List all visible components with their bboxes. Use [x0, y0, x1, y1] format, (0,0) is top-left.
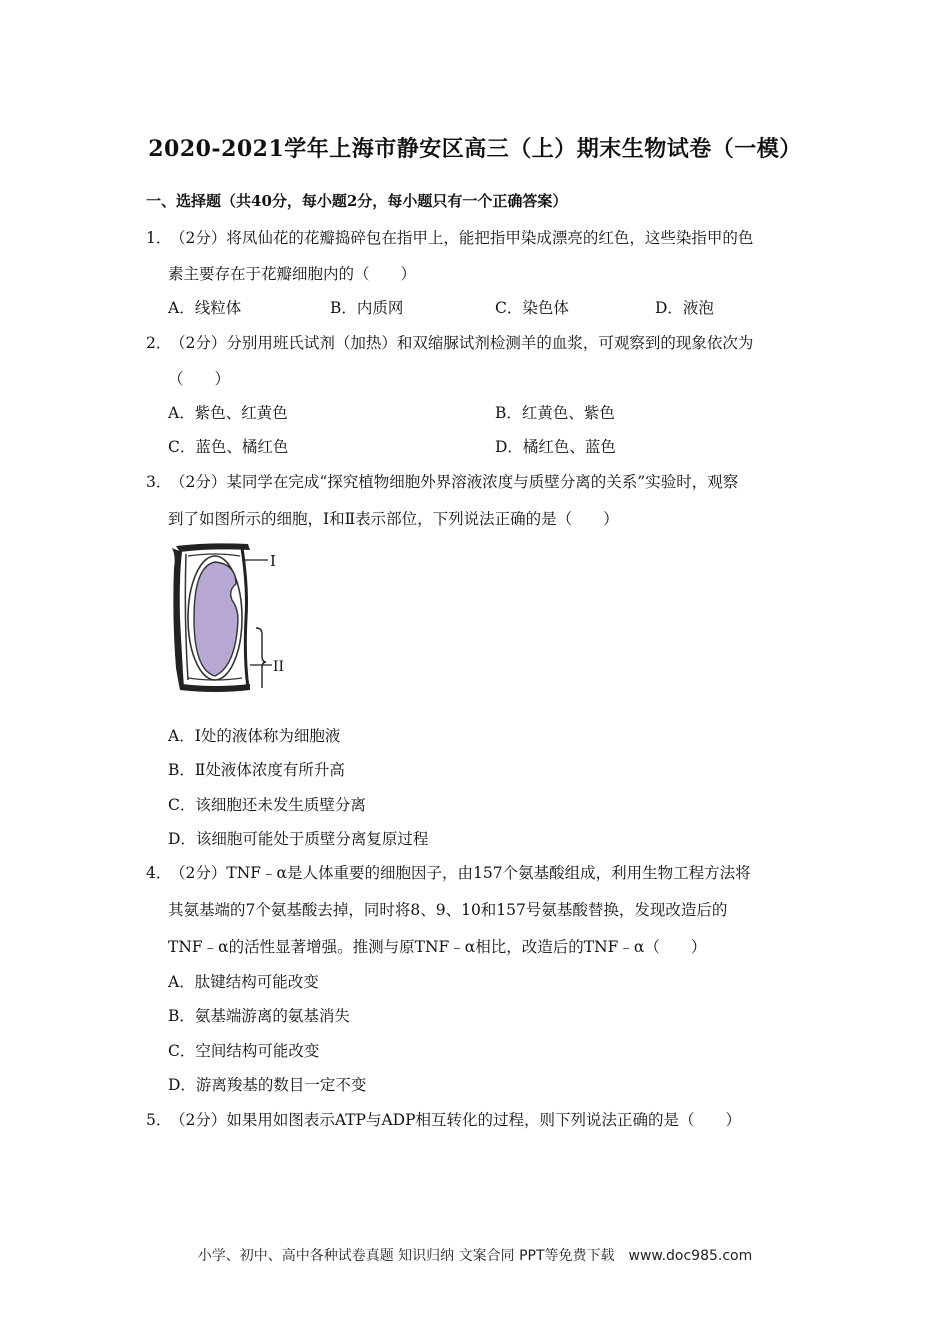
question-3-line-2: 到了如图所示的细胞，Ⅰ和Ⅱ表示部位，下列说法正确的是（ ） — [168, 510, 619, 528]
question-4-option-d: D．游离羧基的数目一定不变 — [168, 1076, 367, 1094]
question-1-option-d: D．液泡 — [655, 299, 714, 317]
question-3-option-a: A．Ⅰ处的液体称为细胞液 — [168, 727, 341, 745]
question-2-line-2: （ ） — [168, 370, 231, 388]
question-1-option-b: B．内质网 — [330, 299, 404, 317]
cell-wall-top — [176, 543, 250, 552]
label-ii: II — [273, 659, 285, 675]
question-4-option-c: C．空间结构可能改变 — [168, 1042, 320, 1060]
cell-wall-left — [172, 548, 184, 690]
question-4-option-a: A．肽键结构可能改变 — [168, 973, 319, 991]
question-3-option-c: C．该细胞还未发生质壁分离 — [168, 796, 366, 814]
plant-cell-figure — [170, 538, 300, 696]
question-1-line-2: 素主要存在于花瓣细胞内的（ ） — [168, 265, 417, 283]
question-1-number: 1． — [146, 229, 172, 247]
question-4-line-3: TNF﹣α的活性显著增强。推测与原TNF﹣α相比，改造后的TNF﹣α（ ） — [168, 938, 707, 956]
question-4-number: 4． — [146, 864, 172, 882]
question-3-option-d: D．该细胞可能处于质壁分离复原过程 — [168, 830, 429, 848]
question-4-line-2: 其氨基端的7个氨基酸去掉，同时将8、9、10和157号氨基酸替换，发现改造后的 — [168, 901, 728, 919]
question-2-number: 2． — [146, 334, 172, 352]
question-2-line-1: （2分）分别用班氏试剂（加热）和双缩脲试剂检测羊的血浆，可观察到的现象依次为 — [170, 334, 754, 352]
vacuole — [194, 562, 238, 676]
question-3-option-b: B．Ⅱ处液体浓度有所升高 — [168, 761, 345, 779]
question-3-line-1: （2分）某同学在完成“探究植物细胞外界溶液浓度与质壁分离的关系”实验时，观察 — [170, 473, 739, 491]
question-2-option-a: A．紫色、红黄色 — [168, 404, 288, 422]
question-4-line-1: （2分）TNF﹣α是人体重要的细胞因子，由157个氨基酸组成，利用生物工程方法将 — [170, 864, 751, 882]
question-2-option-b: B．红黄色、紫色 — [495, 404, 615, 422]
question-5-line-1: （2分）如果用如图表示ATP与ADP相互转化的过程，则下列说法正确的是（ ） — [170, 1111, 742, 1129]
question-2-option-c: C．蓝色、橘红色 — [168, 438, 289, 456]
question-1-line-1: （2分）将凤仙花的花瓣捣碎包在指甲上，能把指甲染成漂亮的红色，这些染指甲的色 — [170, 229, 754, 247]
label-i: I — [270, 552, 276, 570]
section-header: 一、选择题（共40分，每小题2分，每小题只有一个正确答案） — [146, 192, 568, 210]
question-3-number: 3． — [146, 473, 172, 491]
question-4-option-b: B．氨基端游离的氨基消失 — [168, 1007, 350, 1025]
region-brace — [256, 628, 266, 688]
cell-wall-right — [242, 548, 248, 688]
question-1-option-a: A．线粒体 — [168, 299, 242, 317]
question-2-option-d: D．橘红色、蓝色 — [495, 438, 616, 456]
exam-title: 2020-2021学年上海市静安区高三（上）期末生物试卷（一模） — [148, 136, 802, 162]
question-5-number: 5． — [146, 1111, 172, 1129]
page-footer: 小学、初中、高中各种试卷真题 知识归纳 文案合同 PPT等免费下载 www.doc985.com — [197, 1248, 753, 1264]
question-1-option-c: C．染色体 — [495, 299, 569, 317]
cell-wall-bottom — [180, 684, 250, 692]
